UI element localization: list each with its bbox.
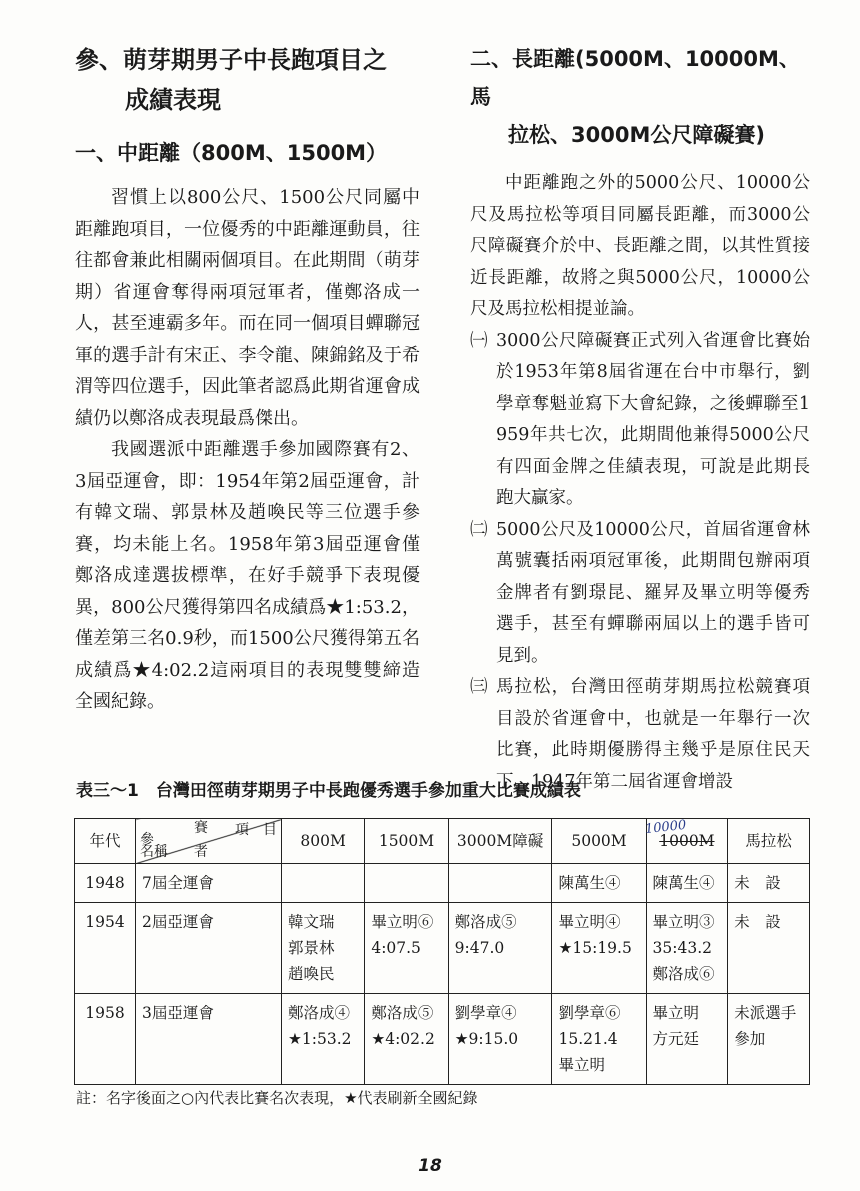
list-item-text: 馬拉松，台灣田徑萌芽期馬拉松競賽項目設於省運會中，也就是一年舉行一次比賽，此時期優勝得主幾乎是原住民天下。1947年第二屆省運會增設: [496, 677, 810, 792]
cell-line: ★4:02.2: [371, 1030, 435, 1048]
cell-meet: 7屆全運會: [136, 864, 282, 903]
table-header-row: [75, 819, 810, 864]
left-column: [75, 40, 420, 718]
cell-c1500: [365, 994, 448, 1085]
cell-line: 參加: [734, 1030, 766, 1048]
cell-line: 劉學章⑥: [558, 1004, 621, 1022]
subsection-title-long-distance: [470, 40, 810, 154]
table-body: [75, 864, 810, 1085]
list-item-marker: ㈠: [470, 330, 488, 351]
cell-year: 1958: [75, 994, 136, 1085]
header-1500m: 1500M: [365, 819, 448, 864]
cell-line: 15.21.4: [558, 1030, 618, 1048]
section-title-3: [75, 40, 420, 120]
diag-label-zhe: 者: [194, 844, 212, 860]
cell-c800: [282, 864, 365, 903]
table-row: [75, 864, 810, 903]
diag-label-event: 項 目: [235, 822, 277, 838]
cell-line: 未 設: [734, 874, 781, 892]
cell-year: 1948: [75, 864, 136, 903]
cell-c1500: [365, 864, 448, 903]
cell-c5000: [552, 864, 646, 903]
table-note: 註：名字後面之○內代表比賽名次表現，★代表刷新全國紀錄: [76, 1089, 478, 1107]
cell-line: 劉學章④: [454, 1004, 517, 1022]
cell-c5000: [552, 994, 646, 1085]
table-row: [75, 903, 810, 994]
cell-line: 35:43.2: [652, 939, 713, 957]
header-3000m-steeple: 3000M障礙: [448, 819, 552, 864]
cell-line: 趙喚民: [288, 965, 335, 983]
diag-label-name: 名稱: [140, 844, 168, 860]
list-item: [470, 326, 810, 515]
paragraph: 習慣上以800公尺、1500公尺同屬中距離跑項目，一位優秀的中距離運動員，往往都會兼此相關兩個項目。在此期間（萌芽期）省運會奪得兩項冠軍者，僅鄭洛成一人，甚至連霸多年。而在同一個項目蟬聯冠軍的選手計有宋正、李令龍、陳錦銘及于希渭等四位選手，因此筆者認爲此期省運會成績仍以鄭洛成表現最爲傑出。: [75, 187, 420, 429]
list-item-marker: ㈡: [470, 519, 488, 540]
header-800m: 800M: [282, 819, 365, 864]
table-row: [75, 994, 810, 1085]
cell-line: 畢立明: [558, 1056, 605, 1074]
section-title-3-line2: 成績表現: [125, 86, 221, 114]
cell-c800: [282, 903, 365, 994]
list-item-text: 3000公尺障礙賽正式列入省運會比賽始於1953年第8屆省運在台中市舉行，劉學章奪魁並寫下大會紀錄，之後蟬聯至1959年共七次，此期間他兼得5000公尺有四面金牌之佳績表現，可說是此期長跑大贏家。: [496, 330, 810, 508]
diag-label-sai: 賽: [194, 820, 212, 836]
cell-c3000: [448, 903, 552, 994]
cell-year: 1954: [75, 903, 136, 994]
cell-c3000: [448, 864, 552, 903]
diag-label-participant: 參: [140, 832, 154, 848]
cell-line: 9:47.0: [454, 939, 505, 957]
subsection-title-line1: 二、長距離(5000M、10000M、馬: [470, 47, 800, 109]
cell-cmar: [728, 864, 810, 903]
cell-c5000: [552, 903, 646, 994]
cell-line: 鄭洛成⑤: [454, 913, 517, 931]
cell-line: 郭景林: [288, 939, 335, 957]
cell-line: 陳萬生④: [558, 874, 621, 892]
header-diagonal-cell: [136, 819, 282, 864]
cell-line: 畢立明: [652, 1004, 700, 1022]
cell-line: 鄭洛成⑥: [652, 965, 715, 983]
section-title-3-line1: 參、萌芽期男子中長跑項目之: [75, 46, 387, 74]
cell-line: 未 設: [734, 913, 781, 931]
cell-cmar: [728, 903, 810, 994]
cell-line: 畢立明③: [652, 913, 715, 931]
header-10000m-text: 1000M: [659, 832, 715, 850]
cell-line: 鄭洛成④: [288, 1004, 351, 1022]
cell-line: ★1:53.2: [288, 1030, 352, 1048]
cell-c3000: [448, 994, 552, 1085]
cell-line: 方元廷: [652, 1030, 700, 1048]
right-column: [470, 40, 810, 798]
cell-line: 鄭洛成⑤: [371, 1004, 434, 1022]
results-table: [74, 818, 810, 1085]
cell-c10000: [646, 994, 728, 1085]
cell-line: 未派選手: [734, 1004, 797, 1022]
handwritten-correction: 10000: [644, 817, 688, 838]
header-5000m: 5000M: [552, 819, 646, 864]
subsection-title-middle-distance: 一、中距離（800M、1500M）: [75, 141, 388, 165]
paragraph: 我國選派中距離選手參加國際賽有2、3屆亞運會，即：1954年第2屆亞運會，計有韓文瑞、郭景林及趙喚民等三位選手參賽，均未能上名。1958年第3屆亞運會僅鄭洛成達選拔標準，在好手競爭下表現優異，800公尺獲得第四名成績爲★1:53.2，僅差第三名0.9秒，而1500公尺獲得第五名成績爲★4:02.2這兩項目的表現雙雙締造全國紀錄。: [75, 439, 420, 712]
page-number: 18: [418, 1156, 442, 1176]
cell-c800: [282, 994, 365, 1085]
header-marathon: 馬拉松: [728, 819, 810, 864]
cell-line: 韓文瑞: [288, 913, 335, 931]
cell-c1500: [365, 903, 448, 994]
cell-line: ★9:15.0: [454, 1030, 519, 1048]
paragraph: 中距離跑之外的5000公尺、10000公尺及馬拉松等項目同屬長距離，而3000公尺障礙賽介於中、長距離之間，以其性質接近長距離，故將之與5000公尺，10000公尺及馬拉松相提並論。: [470, 173, 810, 319]
cell-c10000: [646, 903, 728, 994]
cell-line: 陳萬生④: [652, 874, 715, 892]
list-item: [470, 515, 810, 673]
cell-line: 畢立明④: [558, 913, 621, 931]
cell-line: ★15:19.5: [558, 939, 632, 957]
cell-cmar: [728, 994, 810, 1085]
list-item-marker: ㈢: [470, 677, 488, 697]
cell-line: 4:07.5: [371, 939, 421, 957]
subsection-title-line2: 拉松、3000M公尺障礙賽): [508, 123, 765, 147]
cell-c10000: [646, 864, 728, 903]
cell-meet: 2屆亞運會: [136, 903, 282, 994]
header-year: 年代: [75, 819, 136, 864]
cell-line: 畢立明⑥: [371, 913, 434, 931]
cell-meet: 3屆亞運會: [136, 994, 282, 1085]
list-item-text: 5000公尺及10000公尺，首屆省運會林萬號囊括兩項冠軍後，此期間包辦兩項金牌者有劉璟昆、羅昇及畢立明等優秀選手，甚至有蟬聯兩屆以上的選手皆可見到。: [496, 519, 810, 666]
table-caption: 表三～1 台灣田徑萌芽期男子中長跑優秀選手參加重大比賽成績表: [76, 781, 581, 801]
